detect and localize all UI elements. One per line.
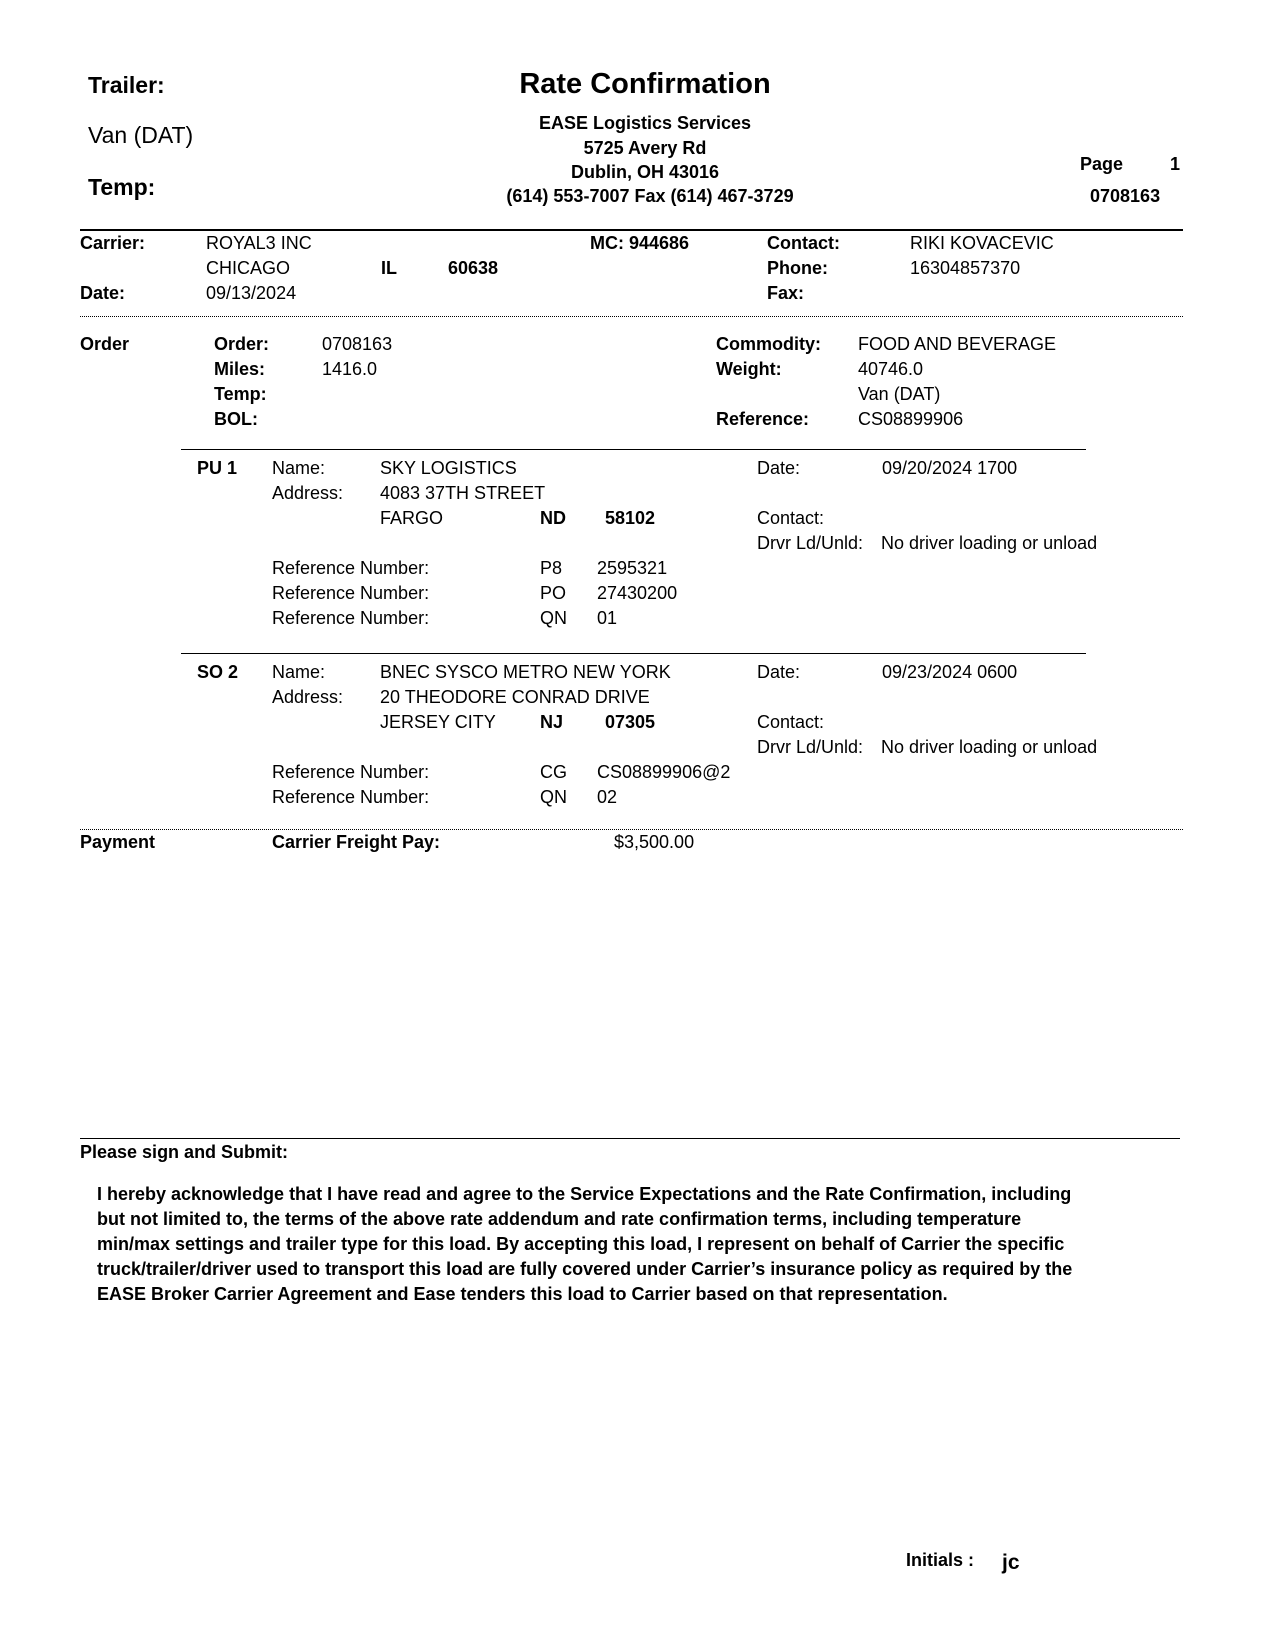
stop-1-divider <box>181 449 1086 450</box>
carrier-city: CHICAGO <box>206 258 291 278</box>
acknowledgement-line-2: but not limited to, the terms of the above rate addendum and rate confirmation terms, including temperature <box>97 1209 1022 1229</box>
stop-2-name-label: Name: <box>272 662 326 682</box>
miles-label: Miles: <box>214 359 266 379</box>
carrier-name: ROYAL3 INC <box>206 233 312 253</box>
carrier-mc: MC: 944686 <box>590 233 690 253</box>
stop-1-address-label: Address: <box>272 483 344 503</box>
company-name: EASE Logistics Services <box>538 113 752 133</box>
order-label: Order: <box>214 334 270 354</box>
stop-1-ref-1-label: Reference Number: <box>272 558 430 578</box>
stop-2-zip: 07305 <box>605 712 656 732</box>
order-temp-label: Temp: <box>214 384 267 404</box>
acknowledgement-line-3: min/max settings and trailer type for this load. By accepting this load, I represent on behalf of Carrier the specific <box>97 1234 1065 1254</box>
stop-2-ref-2-label: Reference Number: <box>272 787 430 807</box>
stop-1-date: 09/20/2024 1700 <box>882 458 1018 478</box>
stop-1-name-label: Name: <box>272 458 326 478</box>
stop-2-drvr-label: Drvr Ld/Unld: <box>757 737 864 757</box>
weight-label: Weight: <box>716 359 782 379</box>
company-address-2: Dublin, OH 43016 <box>570 162 720 182</box>
initials-label: Initials : <box>906 1550 975 1570</box>
stop-1-city: FARGO <box>380 508 444 528</box>
stop-2-date-label: Date: <box>757 662 801 682</box>
carrier-phone: 16304857370 <box>910 258 1021 278</box>
stop-2-contact-label: Contact: <box>757 712 825 732</box>
stop-1-date-label: Date: <box>757 458 801 478</box>
acknowledgement-line-1: I hereby acknowledge that I have read and agree to the Service Expectations and the Rate Confirmation, including <box>97 1184 1072 1204</box>
carrier-date-label: Date: <box>80 283 126 303</box>
carrier-freight-pay-label: Carrier Freight Pay: <box>272 832 441 852</box>
carrier-contact-label: Contact: <box>767 233 840 253</box>
carrier-phone-label: Phone: <box>767 258 828 278</box>
page-number: 1 <box>1170 154 1181 174</box>
bol-label: BOL: <box>214 409 258 429</box>
carrier-label: Carrier: <box>80 233 146 253</box>
carrier-date: 09/13/2024 <box>206 283 297 303</box>
stop-1-id: PU 1 <box>197 458 238 478</box>
reference-value: CS08899906 <box>858 409 964 429</box>
stop-1-ref-3-label: Reference Number: <box>272 608 430 628</box>
stop-2-ref-2-code: QN <box>540 787 567 807</box>
stop-2-drvr-value: No driver loading or unload <box>881 737 1098 757</box>
page-label: Page <box>1080 154 1124 174</box>
header-order-number: 0708163 <box>1090 186 1161 206</box>
stop-1-ref-1-value: 2595321 <box>597 558 668 578</box>
stop-2-address-label: Address: <box>272 687 344 707</box>
stop-1-ref-2-value: 27430200 <box>597 583 678 603</box>
stop-1-contact-label: Contact: <box>757 508 825 528</box>
initials-value: jc <box>1002 1551 1020 1574</box>
carrier-state: IL <box>381 258 397 278</box>
commodity-value: FOOD AND BEVERAGE <box>858 334 1057 354</box>
stop-1-zip: 58102 <box>605 508 656 528</box>
stop-2-ref-2-value: 02 <box>597 787 618 807</box>
payment-divider <box>80 829 1183 830</box>
stop-2-ref-1-label: Reference Number: <box>272 762 430 782</box>
stop-1-ref-3-value: 01 <box>597 608 618 628</box>
stop-2-id: SO 2 <box>197 662 239 682</box>
carrier-freight-pay-value: $3,500.00 <box>614 832 695 852</box>
header-divider <box>80 229 1183 231</box>
company-phone-fax: (614) 553-7007 Fax (614) 467-3729 <box>506 186 794 206</box>
commodity-label: Commodity: <box>716 334 821 354</box>
page-title: Rate Confirmation <box>519 68 771 100</box>
stop-1-name: SKY LOGISTICS <box>380 458 517 478</box>
acknowledgement-line-5: EASE Broker Carrier Agreement and Ease tenders this load to Carrier based on that representation. <box>97 1284 948 1304</box>
stop-1-ref-3-code: QN <box>540 608 567 628</box>
sign-heading: Please sign and Submit: <box>80 1142 289 1162</box>
reference-label: Reference: <box>716 409 810 429</box>
miles-value: 1416.0 <box>322 359 378 379</box>
temp-label: Temp: <box>88 174 156 200</box>
stop-2-city: JERSEY CITY <box>380 712 496 732</box>
stop-1-street: 4083 37TH STREET <box>380 483 546 503</box>
carrier-fax-label: Fax: <box>767 283 805 303</box>
equipment-value: Van (DAT) <box>858 384 941 404</box>
stop-2-ref-1-code: CG <box>540 762 567 782</box>
payment-section-label: Payment <box>80 832 156 852</box>
company-address-1: 5725 Avery Rd <box>583 138 707 158</box>
stop-2-date: 09/23/2024 0600 <box>882 662 1018 682</box>
weight-value: 40746.0 <box>858 359 924 379</box>
order-section-label: Order <box>80 334 130 354</box>
stop-2-street: 20 THEODORE CONRAD DRIVE <box>380 687 650 707</box>
acknowledgement-line-4: truck/trailer/driver used to transport this load are fully covered under Carrier’s insurance policy as required by the <box>97 1259 1073 1279</box>
stop-2-ref-1-value: CS08899906@2 <box>597 762 731 782</box>
stop-2-state: NJ <box>540 712 564 732</box>
signature-divider <box>80 1138 1180 1139</box>
stop-1-drvr-value: No driver loading or unload <box>881 533 1098 553</box>
order-value: 0708163 <box>322 334 393 354</box>
stop-1-ref-1-code: P8 <box>540 558 563 578</box>
trailer-value: Van (DAT) <box>88 122 194 148</box>
trailer-label: Trailer: <box>88 72 165 98</box>
stop-2-name: BNEC SYSCO METRO NEW YORK <box>380 662 671 682</box>
carrier-divider <box>80 316 1183 317</box>
stop-1-state: ND <box>540 508 566 528</box>
stop-1-drvr-label: Drvr Ld/Unld: <box>757 533 864 553</box>
stop-1-ref-2-label: Reference Number: <box>272 583 430 603</box>
stop-2-divider <box>181 653 1086 654</box>
carrier-zip: 60638 <box>448 258 499 278</box>
stop-1-ref-2-code: PO <box>540 583 567 603</box>
carrier-contact: RIKI KOVACEVIC <box>910 233 1054 253</box>
